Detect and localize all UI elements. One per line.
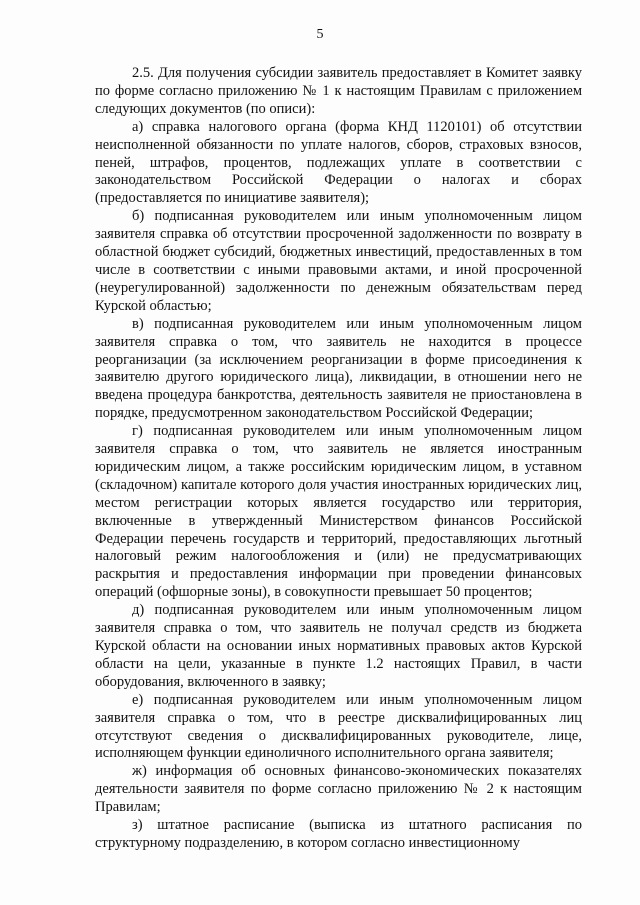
paragraph-item-zh: ж) информация об основных финансово-экономических показателях деятельности заявителя по форме согласно приложению № 2 к настоящим Правилам;	[95, 763, 582, 816]
paragraph-2-5-intro: 2.5. Для получения субсидии заявитель предоставляет в Комитет заявку по форме согласно приложению № 1 к настоящим Правилам с приложением следующих документов (по описи):	[95, 65, 582, 117]
paragraph-item-e: е) подписанная руководителем или иным уполномоченным лицом заявителя справка о том, что в реестре дисквалифицированных лиц отсутствуют сведения о дисквалифицированных руководителе, лице, исполняющем функции единоличного исполнительного органа заявителя;	[95, 691, 582, 762]
page-number: 5	[316, 27, 324, 42]
paragraph-item-v: в) подписанная руководителем или иным уполномоченным лицом заявителя справка о том, что заявитель не находится в процессе реорганизации (за исключением реорганизации в форме присоединения к заявителю другого юридического лица), ликвидации, в отношении него не введена процедура банкротства, деятельность заявителя не приостановлена в порядке, предусмотренном законодательством Российской Федерации;	[95, 315, 582, 422]
paragraph-item-g: г) подписанная руководителем или иным уполномоченным лицом заявителя справка о том, что заявитель не является иностранным юридическим лицом, а также российским юридическим лицом, в уставном (складочном) капитале которого доля участия иностранных юридических лиц, местом регистрации которых является государство или территория, включенные в утвержденный Министерством финансов Российской Федерации перечень государств и территорий, предоставляющих льготный налоговый режим налогообложения и (или) не предусматривающих раскрытия и предоставления информации при проведении финансовых операций (офшорные зоны), в совокупности превышает 50 процентов;	[95, 423, 582, 601]
paragraph-item-b: б) подписанная руководителем или иным уполномоченным лицом заявителя справка об отсутствии просроченной задолженности по возврату в областной бюджет субсидий, бюджетных инвестиций, предоставленных в том числе в соответствии с иными правовыми актами, и иной просроченной (неурегулированной) задолженности по денежным обязательствам перед Курской областью;	[95, 208, 582, 314]
document-body	[95, 65, 582, 853]
paragraph-item-z: з) штатное расписание (выписка из штатного расписания по структурному подразделению, в котором согласно инвестиционному	[95, 817, 582, 851]
paragraph-item-a: а) справка налогового органа (форма КНД 1120101) об отсутствии неисполненной обязанности по уплате налогов, сборов, страховых взносов, пеней, штрафов, процентов, подлежащих уплате в соответствии с законодательством Российской Федерации о налогах и сборах (предоставляется по инициативе заявителя);	[95, 118, 582, 207]
paragraph-item-d: д) подписанная руководителем или иным уполномоченным лицом заявителя справка о том, что заявитель не получал средств из бюджета Курской области на основании иных нормативных правовых актов Курской области на цели, указанные в пункте 1.2 настоящих Правил, в части оборудования, включенного в заявку;	[95, 602, 582, 690]
